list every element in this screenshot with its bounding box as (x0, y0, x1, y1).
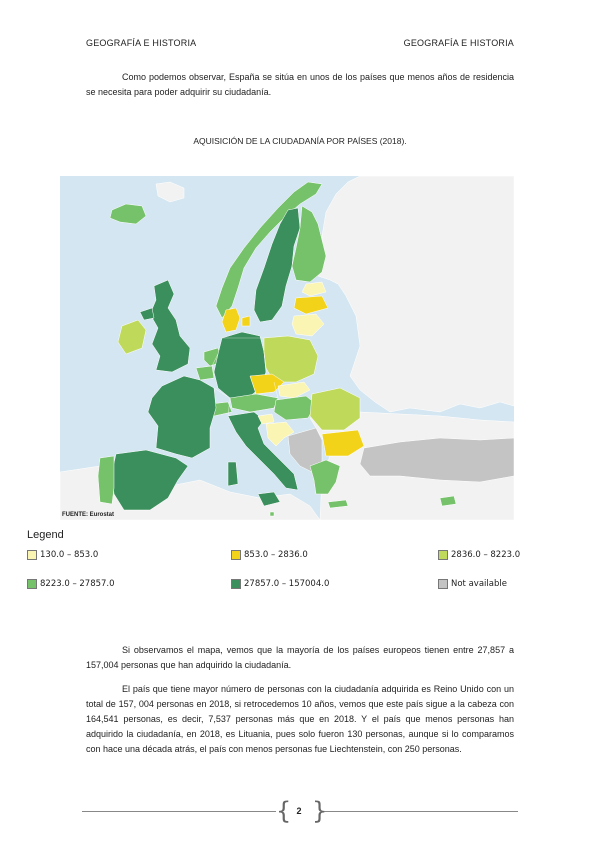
region-romania (310, 388, 360, 430)
legend-swatch (27, 550, 37, 560)
map-source: FUENTE: Eurostat (62, 512, 115, 518)
region-belgium (196, 366, 214, 380)
legend-label: 2836.0 – 8223.0 (451, 550, 521, 560)
legend-swatch (231, 550, 241, 560)
legend-label: Not available (451, 579, 507, 589)
footer-rule-right (322, 811, 518, 812)
region-cyprus (440, 496, 456, 506)
brace-right-icon: } (312, 797, 328, 825)
legend-item (27, 549, 98, 561)
legend-label: 8223.0 – 27857.0 (40, 579, 115, 589)
region-france (148, 376, 216, 458)
legend-item (438, 549, 520, 561)
region-lithuania (292, 314, 324, 336)
body-paragraph-1: Si observamos el mapa, vemos que la mayoría de los países europeos tienen entre 27,857 a 157,004 personas que han adquirido la ciudadanía. (86, 645, 514, 670)
legend-item (231, 578, 329, 590)
legend-swatch (231, 579, 241, 589)
map-canvas (60, 176, 514, 520)
legend-swatch (438, 550, 448, 560)
region-united-kingdom (150, 280, 190, 372)
region-portugal (98, 456, 114, 504)
legend-label: 853.0 – 2836.0 (244, 550, 308, 560)
legend-item (27, 578, 115, 590)
region-estonia (302, 282, 326, 296)
legend-title: Legend (27, 529, 64, 541)
body-paragraph-2: El país que tiene mayor número de personas con la ciudadanía adquirida es Reino Unido con un total de 157, 004 personas en 2018, si retrocedemos 10 años, vemos que este país sigue a la cabeza con 164,541 personas, es decir, 7,537 personas más que en 2018. Y el país que menos personas han adquirido la ciudadanía, en 2018, es Lituania, pues solo fueron 130 personas, aunque si lo comparamos con hace una década atrás, el país con menos personas fue Liechtenstein, con 250 personas. (86, 684, 514, 754)
legend-item (231, 549, 308, 561)
header-left: GEOGRAFÍA E HISTORIA (86, 38, 197, 48)
region-hungary (274, 396, 316, 420)
region-austria (230, 394, 278, 412)
region-ireland (118, 320, 146, 354)
region-slovakia (278, 382, 310, 398)
header-right: GEOGRAFÍA E HISTORIA (403, 38, 514, 48)
intro-paragraph: Como podemos observar, España se sitúa en unos de los países que menos años de residencia se necesita para poder adquirir su ciudadanía. (86, 72, 514, 97)
page-number: 2 (296, 806, 302, 816)
footer-rule-left (82, 811, 276, 812)
region-latvia (294, 296, 328, 314)
region-iceland (110, 204, 146, 224)
europe-map (60, 176, 514, 520)
brace-left-icon: { (276, 797, 292, 825)
legend-item (438, 578, 507, 590)
legend-swatch (438, 579, 448, 589)
legend-swatch (27, 579, 37, 589)
legend-label: 130.0 – 853.0 (40, 550, 99, 560)
region-turkey-not-available (360, 438, 514, 482)
map-title: AQUISICIÓN DE LA CIUDADANÍA POR PAÍSES (2018). (193, 136, 407, 146)
legend-label: 27857.0 – 157004.0 (244, 579, 330, 589)
